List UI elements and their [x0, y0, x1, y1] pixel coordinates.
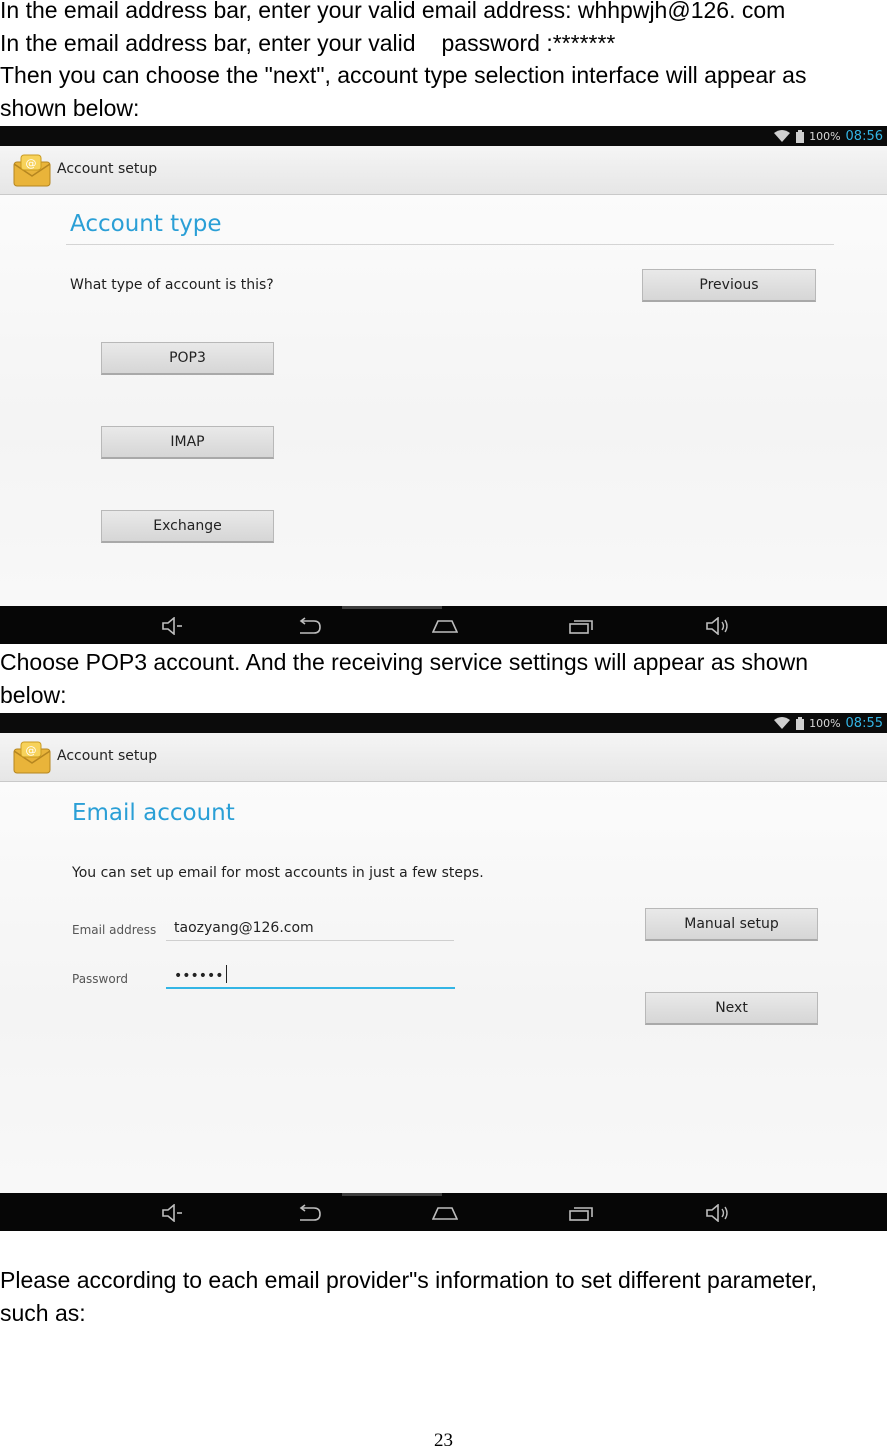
intro-line-2: [0, 27, 887, 60]
home-icon[interactable]: [432, 1204, 458, 1222]
volume-up-icon[interactable]: [704, 617, 730, 635]
email-account-heading: Email account: [72, 800, 235, 826]
closing-line-1: Please according to each email provider"s information to set different parameter,: [0, 1267, 818, 1293]
navigation-bar: [0, 1193, 887, 1231]
email-app-icon: [12, 154, 52, 188]
account-type-heading: Account type: [70, 211, 222, 237]
previous-button[interactable]: Previous: [642, 269, 816, 302]
battery-percent: 100%: [809, 716, 841, 730]
closing-line-2: such as:: [0, 1299, 86, 1326]
text-cursor: [226, 965, 227, 983]
volume-down-icon[interactable]: [160, 617, 186, 635]
navigation-bar: [0, 606, 887, 644]
status-time: 08:55: [845, 715, 883, 731]
password-label: Password: [72, 972, 129, 986]
password-input[interactable]: [166, 963, 455, 989]
wifi-icon: [773, 129, 791, 143]
email-app-icon: [12, 741, 52, 775]
home-icon[interactable]: [432, 617, 458, 635]
back-icon[interactable]: [296, 617, 322, 635]
battery-icon: [796, 130, 804, 143]
account-type-question: What type of account is this?: [70, 277, 274, 293]
page-number: 23: [434, 1430, 453, 1451]
back-icon[interactable]: [296, 1204, 322, 1222]
action-bar-title: Account setup: [57, 161, 158, 177]
email-address-label: Email address: [72, 923, 157, 937]
status-bar: [0, 126, 887, 146]
middle-paragraph: [0, 646, 887, 711]
battery-icon: [796, 717, 804, 730]
next-button[interactable]: Next: [645, 992, 818, 1025]
action-bar: [0, 733, 887, 782]
recent-apps-icon[interactable]: [568, 1204, 594, 1222]
heading-divider: [66, 244, 834, 245]
middle-line-2: below:: [0, 681, 67, 708]
action-bar: [0, 146, 887, 195]
action-bar-title: Account setup: [57, 748, 158, 764]
middle-line-1: Choose POP3 account. And the receiving service settings will appear as shown: [0, 649, 808, 675]
account-type-screenshot: [0, 126, 887, 644]
svg-text:@: @: [25, 157, 37, 170]
email-account-subtitle: You can set up email for most accounts in just a few steps.: [72, 865, 484, 881]
recent-apps-icon[interactable]: [568, 617, 594, 635]
email-account-screenshot: [0, 713, 887, 1231]
intro-line-2-b: password :*******: [441, 29, 616, 56]
intro-line-3: Then you can choose the "next", account type selection interface will appear as: [0, 62, 807, 88]
manual-setup-button[interactable]: Manual setup: [645, 908, 818, 941]
status-time: 08:56: [845, 128, 883, 144]
intro-line-4: shown below:: [0, 94, 140, 121]
intro-line-2-a: In the email address bar, enter your valid: [0, 29, 416, 56]
exchange-button[interactable]: Exchange: [101, 510, 274, 543]
pop3-button[interactable]: POP3: [101, 342, 274, 375]
battery-percent: 100%: [809, 129, 841, 143]
intro-line-1: In the email address bar, enter your valid email address: whhpwjh@126. com: [0, 0, 786, 23]
wifi-icon: [773, 716, 791, 730]
intro-paragraph: [0, 0, 887, 124]
svg-text:@: @: [25, 744, 37, 757]
imap-button[interactable]: IMAP: [101, 426, 274, 459]
closing-paragraph: [0, 1264, 887, 1329]
password-value: ••••••: [174, 968, 224, 984]
status-bar: [0, 713, 887, 733]
volume-up-icon[interactable]: [704, 1204, 730, 1222]
email-address-input[interactable]: taozyang@126.com: [166, 915, 454, 941]
email-account-content: [0, 782, 887, 1193]
volume-down-icon[interactable]: [160, 1204, 186, 1222]
account-type-content: [0, 195, 887, 606]
